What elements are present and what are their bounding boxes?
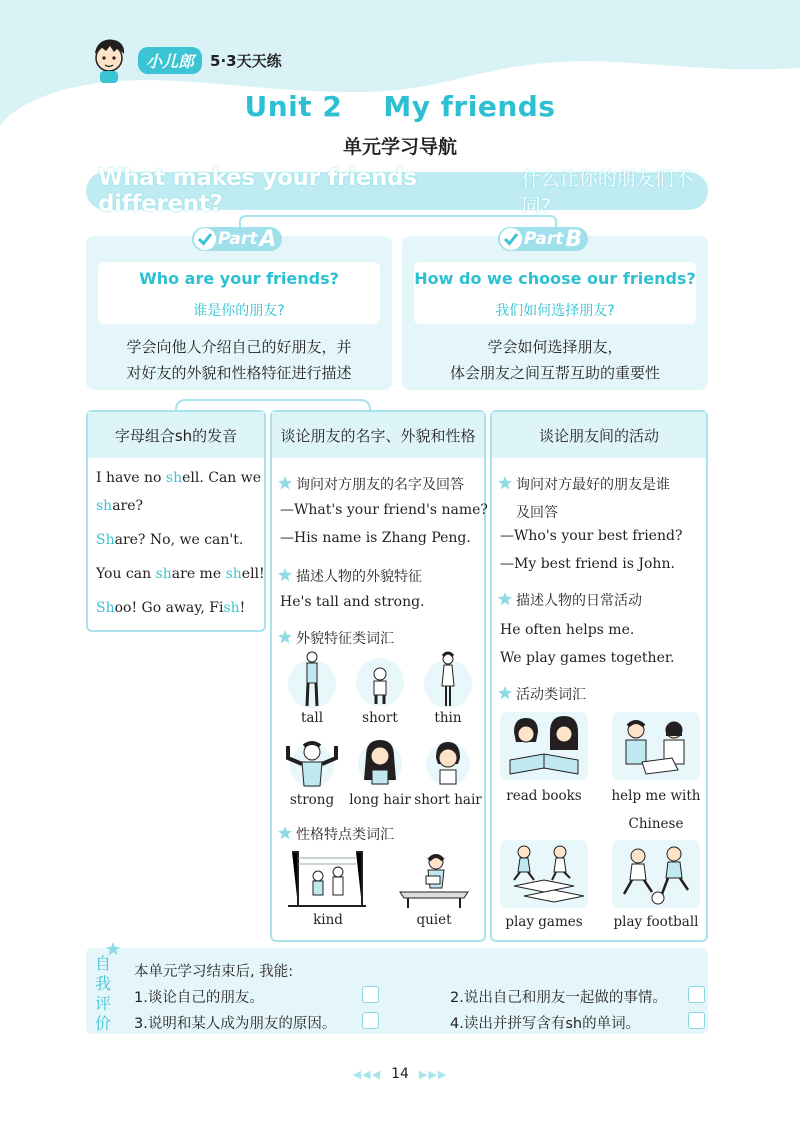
word-quiet: quiet — [416, 912, 452, 928]
word-strong: strong — [289, 792, 335, 808]
describe-card — [270, 410, 486, 942]
word-thin: thin — [434, 710, 462, 726]
best-friend-answer: —My best friend is John. — [500, 556, 675, 572]
part-b-badge: Part B — [498, 226, 588, 252]
describe-card-title: 谈论朋友的名字、外貌和性格 — [272, 412, 484, 458]
big-question-zh: 什么让你的朋友们不同? — [521, 168, 693, 217]
thin-girl-illustration — [422, 650, 474, 708]
page-number: 14 — [391, 1066, 409, 1082]
help-me-illustration — [612, 712, 700, 780]
word-play-football: play football — [613, 914, 699, 930]
unit-title: Unit 2 My friends — [244, 90, 556, 123]
play-football-illustration — [612, 840, 700, 908]
word-kind: kind — [313, 912, 343, 928]
ask-name-question: —What's your friend's name? — [280, 502, 488, 518]
long-hair-girl-illustration — [354, 736, 406, 788]
brand-logo: 小儿郎 — [138, 47, 202, 74]
eval-checkbox-1[interactable] — [362, 986, 379, 1003]
star-icon — [278, 568, 292, 582]
word-help-me-with: help me with — [611, 788, 701, 804]
play-games-illustration — [500, 840, 588, 908]
part-b-question-zh: 我们如何选择朋友? — [495, 303, 615, 319]
eval-item-4: 4.读出并拼写含有sh的单词。 — [450, 1016, 641, 1032]
phonics-line: I have no shell. Can we — [96, 470, 262, 486]
eval-checkbox-3[interactable] — [362, 1012, 379, 1029]
appearance-example: He's tall and strong. — [280, 594, 425, 610]
self-evaluation-tab: 自 我 评 价 — [94, 954, 111, 1033]
eval-item-1: 1.谈论自己的朋友。 — [134, 990, 264, 1006]
ask-name-heading: 询问对方朋友的名字及回答 — [278, 474, 464, 494]
activities-card — [490, 410, 708, 942]
word-chinese: Chinese — [628, 816, 684, 832]
part-a-badge: Part A — [192, 226, 282, 252]
part-a-question-box — [98, 262, 380, 324]
read-books-illustration — [500, 712, 588, 780]
eval-checkbox-2[interactable] — [688, 986, 705, 1003]
part-b-goal: 学会如何选择朋友， 体会朋友之间互帮互助的重要性 — [449, 338, 660, 382]
self-evaluation-intro: 本单元学习结束后, 我能: — [134, 964, 294, 980]
phonics-line: You can share me shell! — [96, 566, 265, 582]
word-read-books: read books — [506, 788, 582, 804]
short-boy-illustration — [354, 654, 406, 708]
eval-checkbox-4[interactable] — [688, 1012, 705, 1029]
big-question-en: What makes your friends different? — [98, 165, 417, 217]
star-icon — [278, 476, 292, 490]
word-tall: tall — [300, 710, 324, 726]
appearance-heading: 描述人物的外貌特征 — [278, 566, 422, 586]
phonics-line: share? — [96, 498, 144, 514]
appearance-words-heading: 外貌特征类词汇 — [278, 628, 394, 648]
check-icon — [194, 228, 216, 250]
eval-item-3: 3.说明和某人成为朋友的原因。 — [134, 1016, 337, 1032]
phonics-line: Shoo! Go away, Fish! — [96, 600, 246, 616]
strong-boy-illustration — [278, 736, 346, 788]
book-series: 5·3天天练 — [210, 51, 282, 70]
personality-words-heading: 性格特点类词汇 — [278, 824, 394, 844]
prev-arrows-icon: ◀◀◀ — [352, 1067, 382, 1081]
part-a-question-zh: 谁是你的朋友? — [193, 303, 285, 319]
word-short-hair: short hair — [414, 792, 482, 808]
kind-scene-illustration — [288, 848, 366, 910]
part-b-question-en: How do we choose our friends? — [414, 269, 696, 288]
phonics-card — [86, 410, 266, 632]
phonics-card-title: 字母组合sh的发音 — [88, 412, 264, 458]
phonics-line: Share? No, we can't. — [96, 532, 244, 548]
star-icon — [278, 630, 292, 644]
part-a-question-en: Who are your friends? — [139, 269, 339, 288]
quiet-girl-illustration — [396, 848, 472, 910]
best-friend-heading-cont: 及回答 — [516, 505, 558, 521]
self-evaluation-panel — [86, 948, 708, 1034]
star-icon — [498, 592, 512, 606]
daily-example-2: We play games together. — [500, 650, 675, 666]
short-hair-girl-illustration — [422, 736, 474, 788]
daily-example-1: He often helps me. — [500, 622, 635, 638]
daily-heading: 描述人物的日常活动 — [498, 590, 642, 610]
activity-words-heading: 活动类词汇 — [498, 684, 586, 704]
star-icon — [278, 826, 292, 840]
part-a-goal: 学会向他人介绍自己的好朋友，并 对好友的外貌和性格特征进行描述 — [126, 338, 352, 382]
check-icon — [500, 228, 522, 250]
word-long-hair: long hair — [349, 792, 411, 808]
star-icon — [498, 686, 512, 700]
tall-boy-illustration — [286, 650, 338, 708]
part-b-question-box — [414, 262, 696, 324]
word-play-games: play games — [505, 914, 583, 930]
next-arrows-icon: ▶▶▶ — [418, 1067, 448, 1081]
ask-name-answer: —His name is Zhang Peng. — [280, 530, 471, 546]
eval-item-2: 2.说出自己和朋友一起做的事情。 — [450, 990, 667, 1006]
page-footer — [0, 1066, 800, 1082]
word-short: short — [362, 710, 398, 726]
star-icon — [498, 476, 512, 490]
guide-title: 单元学习导航 — [342, 136, 457, 158]
best-friend-heading: 询问对方最好的朋友是谁 — [498, 474, 670, 494]
activities-card-title: 谈论朋友间的活动 — [492, 412, 706, 458]
best-friend-question: —Who's your best friend? — [500, 528, 683, 544]
